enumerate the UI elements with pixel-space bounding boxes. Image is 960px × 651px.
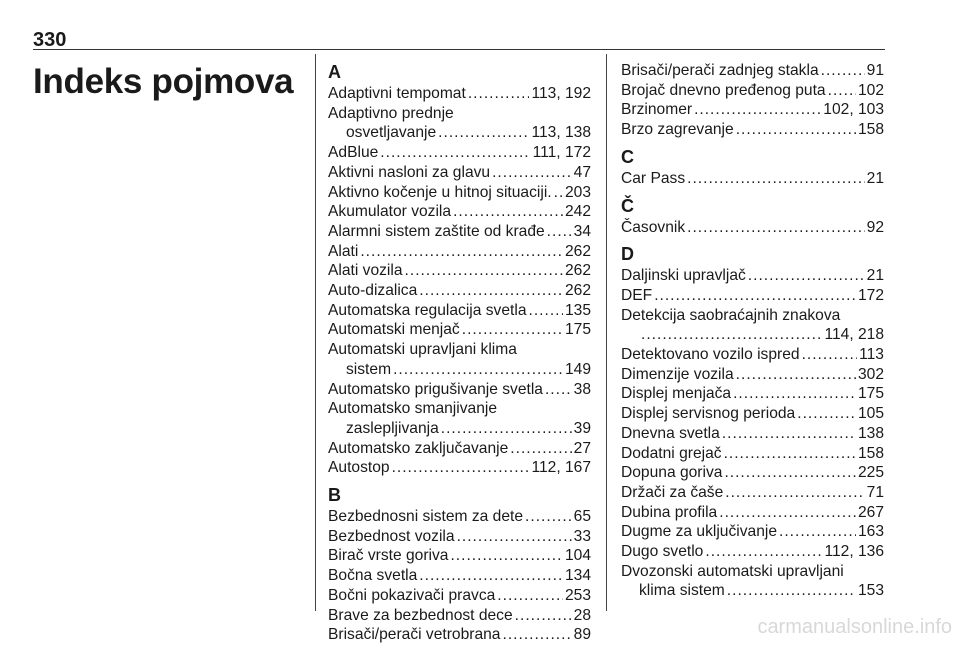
entry-term: zaslepljivanja	[346, 419, 439, 437]
entry-term: Automatska regulacija svetla	[328, 301, 527, 319]
dot-leader	[641, 325, 822, 345]
entry-row	[328, 625, 591, 645]
entry-text-line: Adaptivno prednje	[328, 104, 454, 122]
entry-term: Dugo svetlo	[621, 543, 704, 561]
entry-row	[328, 202, 591, 222]
page-number: 330	[33, 29, 67, 51]
entry-term: Bočna svetla	[328, 567, 418, 585]
entry-term: Automatsko zaključavanje	[328, 439, 509, 457]
entry-term: Dopuna goriva	[621, 464, 723, 482]
entry-term: Bočni pokazivači pravca	[328, 586, 496, 604]
entry-term: Automatski menjač	[328, 321, 460, 339]
index-entry	[328, 143, 591, 163]
index-entry	[328, 84, 591, 104]
index-entry	[621, 522, 884, 542]
page-reference: 149	[564, 360, 591, 378]
index-entry	[328, 546, 591, 566]
index-entry	[328, 625, 591, 645]
entry-row	[621, 81, 884, 101]
entry-term: Autostop	[328, 459, 390, 477]
dot-leader	[453, 202, 563, 222]
dot-leader	[441, 419, 572, 439]
entry-row	[621, 463, 884, 483]
page-reference: 38	[573, 380, 591, 398]
entry-row	[328, 281, 591, 301]
index-entry	[621, 365, 884, 385]
index-entry	[621, 61, 884, 81]
entry-term: klima sistem	[639, 582, 725, 600]
entry-term: Alati	[328, 242, 359, 260]
index-entry	[328, 586, 591, 606]
dot-leader	[392, 458, 530, 478]
entry-term: Brisači/perači zadnjeg stakla	[621, 62, 819, 79]
page-reference: 89	[573, 626, 591, 644]
page-reference: 105	[857, 405, 884, 423]
column-divider-left	[315, 54, 316, 611]
entry-term: Bezbednost vozila	[328, 527, 455, 545]
dot-leader	[705, 542, 822, 562]
dot-leader	[510, 439, 571, 459]
entry-row	[621, 542, 884, 562]
dot-leader	[462, 320, 563, 340]
entry-row	[621, 483, 884, 503]
entry-term: Adaptivni tempomat	[328, 85, 466, 102]
index-section	[328, 61, 591, 478]
page-reference: 203	[564, 183, 591, 201]
entry-term: osvetljavanje	[346, 124, 437, 142]
entry-row	[621, 384, 884, 404]
index-entry	[328, 527, 591, 547]
dot-leader	[492, 163, 572, 183]
dot-leader	[468, 84, 530, 104]
page-reference: 163	[857, 523, 884, 541]
entry-row	[328, 301, 591, 321]
page-reference: 302	[857, 365, 884, 383]
dot-leader	[802, 345, 858, 365]
dot-leader	[525, 507, 572, 527]
entry-term: Dugme za uključivanje	[621, 523, 778, 541]
page-reference: 262	[564, 242, 591, 260]
index-entry	[621, 483, 884, 503]
entry-row	[328, 606, 591, 626]
index-entry	[621, 120, 884, 140]
section-letter: B	[328, 485, 341, 506]
page-reference: 267	[857, 503, 884, 521]
entry-row	[328, 183, 591, 203]
entry-row	[328, 261, 591, 281]
page-reference: 112, 167	[531, 459, 591, 477]
dot-leader	[724, 444, 856, 464]
index-section	[328, 484, 591, 645]
page-reference: 242	[564, 203, 591, 221]
dot-leader	[724, 463, 856, 483]
dot-leader	[733, 384, 856, 404]
index-entry	[328, 163, 591, 183]
dot-leader	[497, 586, 563, 606]
dot-leader	[797, 404, 856, 424]
index-entry	[328, 320, 591, 340]
dot-leader	[545, 380, 572, 400]
dot-leader	[457, 527, 572, 547]
page-reference: 91	[866, 62, 884, 79]
entry-row	[328, 566, 591, 586]
page-reference: 21	[866, 267, 884, 285]
entry-term: Displej servisnog perioda	[621, 405, 796, 423]
entry-term: Brzinomer	[621, 101, 693, 119]
index-column-2	[621, 61, 884, 607]
entry-row	[621, 581, 884, 601]
index-entry	[621, 306, 884, 345]
index-section	[621, 146, 884, 189]
index-entry	[328, 261, 591, 281]
page-reference: 253	[564, 586, 591, 604]
entry-row	[621, 286, 884, 306]
entry-row	[621, 365, 884, 385]
entry-row	[621, 120, 884, 140]
entry-row	[328, 222, 591, 242]
dot-leader	[828, 81, 856, 101]
index-entry	[621, 444, 884, 464]
index-section	[621, 243, 884, 601]
page-reference: 92	[866, 218, 884, 236]
index-column-1	[328, 61, 591, 651]
index-entry	[621, 218, 884, 238]
index-entry	[328, 242, 591, 262]
page-reference: 175	[564, 321, 591, 339]
entry-term: Daljinski upravljač	[621, 267, 746, 285]
page-reference: 65	[573, 508, 591, 526]
dot-leader	[694, 100, 821, 120]
index-entry	[621, 266, 884, 286]
entry-row	[621, 100, 884, 120]
entry-row	[621, 444, 884, 464]
section-letter: A	[328, 62, 341, 82]
entry-term: Dnevna svetla	[621, 424, 720, 442]
entry-row	[621, 169, 884, 189]
page-reference: 158	[857, 444, 884, 462]
dot-leader	[450, 546, 563, 566]
entry-term: AdBlue	[328, 144, 379, 162]
index-entry	[328, 222, 591, 242]
page-reference: 111, 172	[532, 144, 591, 162]
page-reference: 33	[573, 527, 591, 545]
page-reference: 34	[573, 222, 591, 240]
entry-row	[621, 61, 884, 81]
page-reference: 158	[857, 121, 884, 139]
entry-row	[328, 546, 591, 566]
index-entry	[328, 399, 591, 438]
dot-leader	[360, 242, 563, 262]
index-entry	[621, 81, 884, 101]
page-reference: 113, 138	[531, 124, 591, 142]
index-entry	[328, 606, 591, 626]
dot-leader	[419, 566, 563, 586]
header-rule	[33, 49, 885, 50]
index-entry	[621, 424, 884, 444]
entry-row	[328, 380, 591, 400]
entry-term: Bezbednosni sistem za dete	[328, 508, 524, 526]
index-entry	[621, 562, 884, 601]
entry-row	[328, 507, 591, 527]
index-entry	[621, 384, 884, 404]
entry-term: Akumulator vozila	[328, 203, 452, 221]
page-reference: 138	[857, 424, 884, 442]
index-entry	[328, 507, 591, 527]
index-entry	[621, 286, 884, 306]
entry-term: Automatsko prigušivanje svetla	[328, 380, 543, 398]
page-reference: 134	[564, 567, 591, 585]
index-entry	[328, 380, 591, 400]
entry-term: Aktivni nasloni za glavu	[328, 163, 491, 181]
entry-row	[328, 84, 591, 104]
entry-term: Alati vozila	[328, 262, 403, 280]
entry-term: Car Pass	[621, 169, 686, 187]
dot-leader	[727, 581, 856, 601]
entry-text-line: Dvozonski automatski upravljani	[621, 562, 844, 580]
entry-row	[328, 458, 591, 478]
page-reference: 114, 218	[824, 326, 884, 344]
entry-term: Birač vrste goriva	[328, 547, 449, 565]
index-entry	[621, 100, 884, 120]
dot-leader	[687, 218, 865, 238]
page-reference: 102, 103	[823, 101, 884, 119]
dot-leader	[438, 123, 529, 143]
page-reference: 262	[564, 262, 591, 280]
index-entry	[328, 281, 591, 301]
index-entry	[621, 542, 884, 562]
dot-leader	[748, 266, 865, 286]
dot-leader	[547, 222, 572, 242]
section-letter: D	[621, 244, 634, 265]
page-reference: 112, 136	[824, 543, 884, 561]
column-divider-right	[606, 54, 607, 611]
entry-term: DEF	[621, 286, 653, 304]
page-reference: 135	[564, 301, 591, 319]
page-title: Indeks pojmova	[33, 62, 294, 101]
dot-leader	[405, 261, 563, 281]
entry-term: Auto-dizalica	[328, 282, 418, 300]
entry-row	[328, 320, 591, 340]
entry-term: Dodatni grejač	[621, 444, 722, 462]
page-reference: 172	[857, 286, 884, 304]
page-reference: 113, 192	[531, 85, 591, 102]
dot-leader	[502, 625, 571, 645]
index-entry	[621, 404, 884, 424]
page-reference: 27	[573, 439, 591, 457]
page-reference: 28	[573, 606, 591, 624]
entry-text-line: Automatsko smanjivanje	[328, 400, 498, 418]
page-reference: 39	[573, 419, 591, 437]
dot-leader	[736, 120, 856, 140]
entry-row	[328, 123, 591, 143]
page-reference: 71	[866, 483, 884, 501]
entry-row	[328, 419, 591, 439]
entry-term: Brave za bezbednost dece	[328, 606, 513, 624]
entry-term: Displej menjača	[621, 385, 732, 403]
index-entry	[328, 340, 591, 379]
dot-leader	[380, 143, 530, 163]
entry-term: Brojač dnevno pređenog puta	[621, 81, 826, 99]
entry-term: Časovnik	[621, 218, 686, 236]
index-section	[621, 61, 884, 140]
index-entry	[328, 458, 591, 478]
entry-term: sistem	[346, 360, 392, 378]
index-entry	[328, 301, 591, 321]
dot-leader	[719, 503, 856, 523]
entry-term: Brzo zagrevanje	[621, 121, 734, 139]
entry-term: Dubina profila	[621, 503, 718, 521]
dot-leader	[725, 483, 864, 503]
dot-leader	[722, 424, 856, 444]
page-reference: 262	[564, 282, 591, 300]
entry-row	[621, 345, 884, 365]
dot-leader	[779, 522, 856, 542]
index-entry	[621, 345, 884, 365]
index-entry	[328, 439, 591, 459]
page-reference: 225	[857, 464, 884, 482]
index-entry	[621, 463, 884, 483]
entry-row	[621, 424, 884, 444]
entry-row	[621, 218, 884, 238]
index-entry	[328, 104, 591, 143]
page-reference: 21	[866, 169, 884, 187]
entry-row	[328, 439, 591, 459]
index-entry	[328, 566, 591, 586]
entry-row	[621, 404, 884, 424]
entry-term: Držači za čaše	[621, 483, 724, 501]
index-section	[621, 195, 884, 238]
entry-row	[621, 503, 884, 523]
dot-leader	[393, 360, 563, 380]
entry-row	[328, 163, 591, 183]
index-entry	[621, 169, 884, 189]
page-reference: 175	[857, 385, 884, 403]
dot-leader	[515, 606, 572, 626]
entry-row	[328, 586, 591, 606]
page-reference: 102	[857, 81, 884, 99]
entry-text-line: Detekcija saobraćajnih znakova	[621, 306, 841, 324]
dot-leader	[821, 61, 865, 81]
page-reference: 104	[564, 547, 591, 565]
entry-term: Detektovano vozilo ispred	[621, 346, 800, 364]
entry-text-line: Automatski upravljani klima	[328, 341, 517, 359]
index-entry	[328, 202, 591, 222]
entry-row	[328, 242, 591, 262]
dot-leader	[687, 169, 865, 189]
entry-row	[328, 360, 591, 380]
index-entry	[621, 503, 884, 523]
entry-term: Brisači/perači vetrobrana	[328, 626, 501, 644]
page-reference: 153	[857, 582, 884, 600]
dot-leader	[419, 281, 563, 301]
page-reference: 47	[573, 163, 591, 181]
dot-leader	[554, 183, 563, 203]
entry-row	[328, 143, 591, 163]
entry-row	[621, 266, 884, 286]
dot-leader	[654, 286, 856, 306]
section-letter: C	[621, 146, 634, 167]
watermark: carmanualsonline.info	[757, 616, 952, 638]
page-reference: 113	[859, 346, 884, 364]
entry-row	[621, 325, 884, 345]
index-entry	[328, 183, 591, 203]
entry-term: Dimenzije vozila	[621, 365, 734, 383]
dot-leader	[736, 365, 856, 385]
entry-term: Alarmni sistem zaštite od krađe	[328, 222, 545, 240]
entry-row	[328, 527, 591, 547]
entry-term: Aktivno kočenje u hitnoj situaciji.	[328, 183, 552, 201]
entry-row	[621, 522, 884, 542]
section-letter: Č	[621, 195, 634, 216]
dot-leader	[529, 301, 563, 321]
